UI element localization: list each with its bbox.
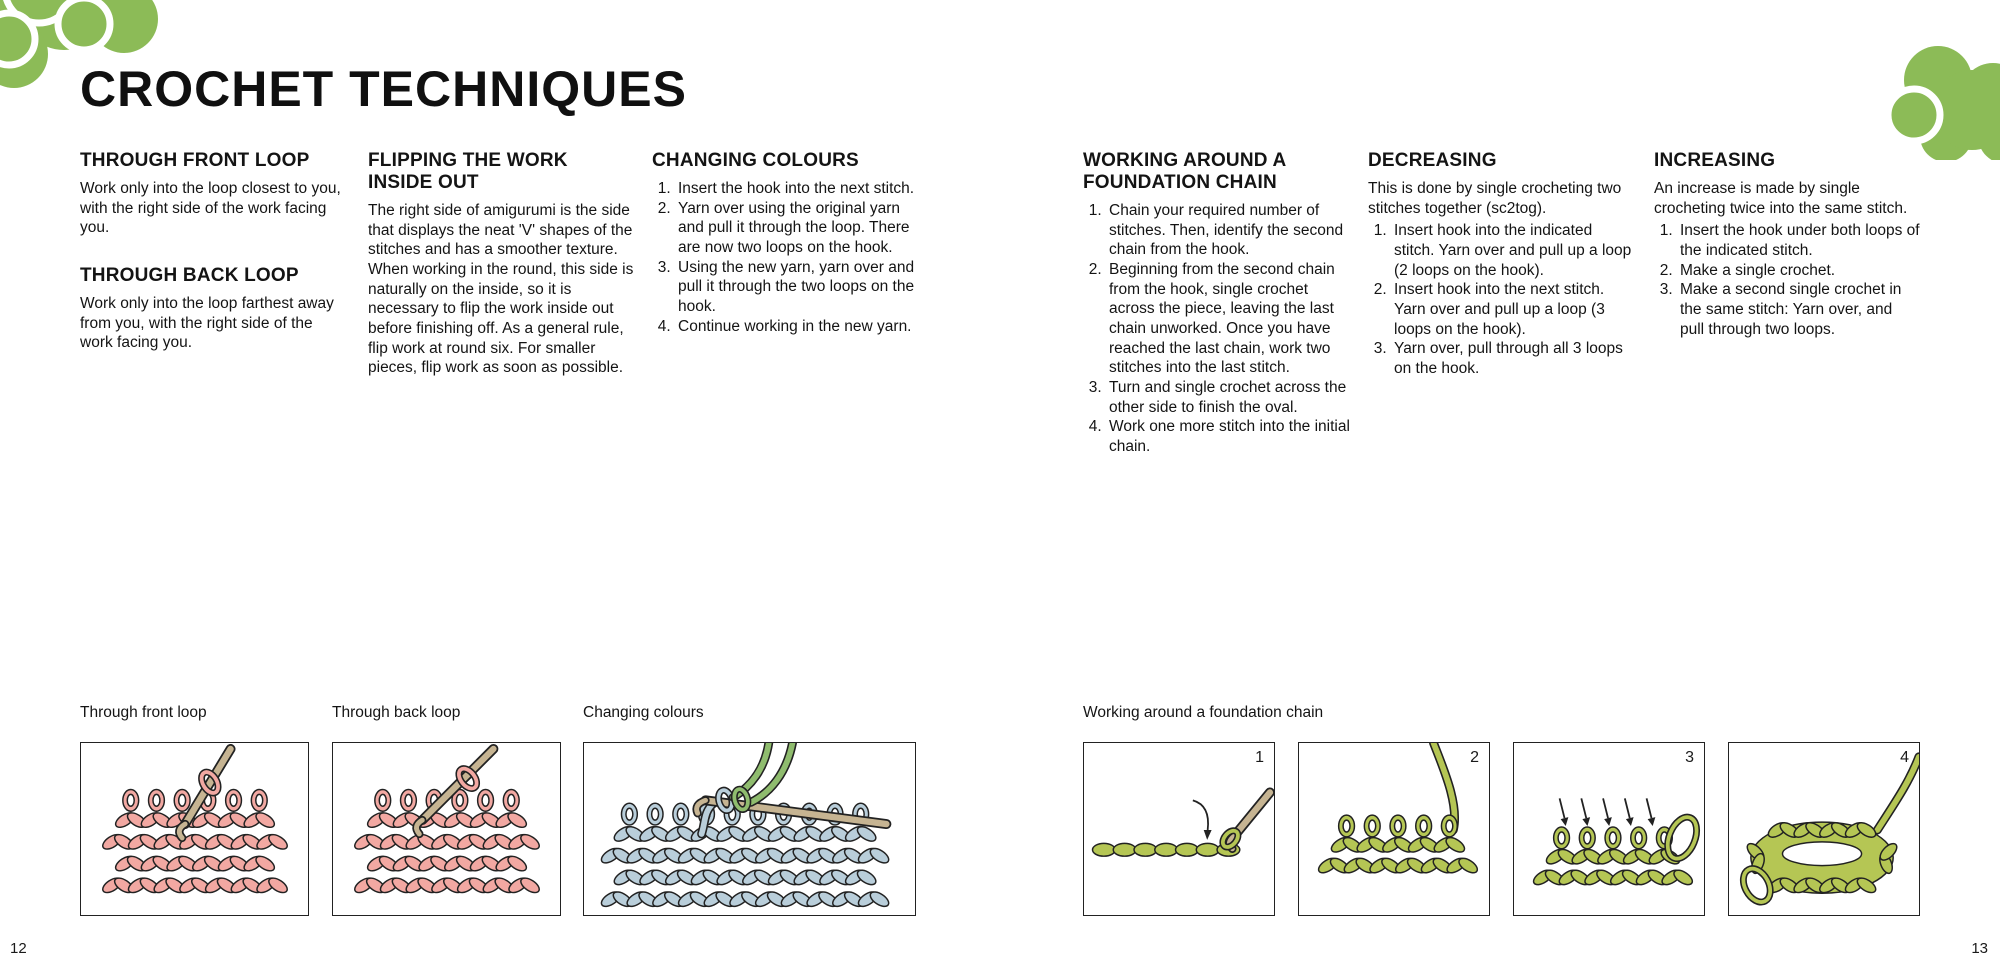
step: 2. Beginning from the second chain from the hook, single crochet across the piece, leaving the last chain unworked. Once you have reached the last chain, work two stitches into the last stitch. — [1106, 260, 1353, 378]
column-foundation-chain — [1083, 150, 1353, 457]
panel-number: 1 — [1255, 749, 1264, 766]
second-chain-arrow — [1193, 800, 1212, 840]
step: 3. Turn and single crochet across the other side to finish the oval. — [1106, 378, 1353, 417]
caption-through-front-loop: Through front loop — [80, 704, 207, 721]
green-loop-on-hook — [732, 788, 750, 811]
section-heading: THROUGH FRONT LOOP — [80, 150, 310, 171]
section-decreasing — [1368, 150, 1632, 379]
pink-stitch-fabric — [352, 789, 541, 895]
section-heading: FLIPPING THE WORK INSIDE OUT — [368, 150, 568, 194]
section-body: Work only into the loop farthest away from you, with the right side of the work facing you. — [80, 295, 334, 352]
figure-through-front-loop — [80, 742, 309, 916]
foundation-chain-row — [1093, 843, 1240, 856]
front-loop-illustration — [81, 743, 308, 915]
step: 1. Chain your required number of stitches. Then, identify the second chain from the hook. — [1106, 201, 1353, 260]
foundation-chain-step-4-illustration — [1729, 743, 1919, 915]
green-splat-decoration-right — [1848, 40, 2000, 160]
right-page-number: 13 — [1971, 940, 1988, 957]
section-changing-colours — [652, 150, 916, 336]
figure-through-back-loop — [332, 742, 561, 916]
figure-foundation-chain-panel-4 — [1728, 742, 1920, 916]
numbered-steps — [1368, 221, 1632, 378]
caption-foundation-chain: Working around a foundation chain — [1083, 704, 1324, 721]
section-through-front-loop — [80, 150, 342, 238]
step: 2. Insert hook into the next stitch. Yarn over and pull up a loop (3 loops on the hook). — [1391, 280, 1632, 339]
numbered-steps — [652, 179, 916, 336]
section-heading: THROUGH BACK LOOP — [80, 265, 299, 287]
figure-changing-colours — [583, 742, 916, 916]
step: 4. Work one more stitch into the initial chain. — [1106, 417, 1353, 456]
changing-colours-illustration — [584, 743, 915, 915]
stitch-placement-arrows — [1560, 798, 1656, 826]
figure-foundation-chain-panel-1 — [1083, 742, 1275, 916]
panel-number: 2 — [1470, 749, 1479, 766]
section-intro: This is done by single crocheting two stitches together (sc2tog). — [1368, 180, 1622, 217]
step: 2. Yarn over using the original yarn and pull it through the loop. There are now two loops on the hook. — [675, 199, 916, 258]
back-loop-illustration — [333, 743, 560, 915]
column-flipping-work — [368, 150, 636, 381]
panel-number: 4 — [1900, 749, 1909, 766]
step: 4. Continue working in the new yarn. — [675, 317, 916, 337]
section-heading: INCREASING — [1654, 150, 1776, 171]
column-changing-colours — [652, 150, 916, 336]
section-through-back-loop — [80, 265, 342, 353]
step: 1. Insert hook into the indicated stitch. Yarn over and pull up a loop (2 loops on the hook). — [1391, 221, 1632, 280]
foundation-chain-step-3-illustration — [1514, 743, 1704, 915]
figure-foundation-chain-panel-2 — [1298, 742, 1490, 916]
working-yarn-strand — [1877, 757, 1919, 830]
section-intro: An increase is made by single crocheting twice into the same stitch. — [1654, 180, 1908, 217]
section-heading: WORKING AROUND A FOUNDATION CHAIN — [1083, 150, 1286, 194]
section-flipping-the-work — [368, 150, 636, 378]
left-page-number: 12 — [10, 940, 27, 957]
caption-changing-colours: Changing colours — [583, 704, 704, 721]
foundation-chain-step-2-illustration — [1299, 743, 1489, 915]
turning-loop — [1662, 813, 1702, 863]
section-heading: CHANGING COLOURS — [652, 150, 859, 171]
section-increasing — [1654, 150, 1920, 339]
step: 3. Make a second single crochet in the same stitch: Yarn over, and pull through two loops. — [1677, 280, 1920, 339]
section-body: Work only into the loop closest to you, with the right side of the work facing you. — [80, 180, 341, 237]
step: 1. Insert the hook under both loops of the indicated stitch. — [1677, 221, 1920, 260]
step: 3. Yarn over, pull through all 3 loops on the hook. — [1391, 339, 1632, 378]
section-working-around-foundation-chain — [1083, 150, 1353, 457]
step: 3. Using the new yarn, yarn over and pull it through the two loops on the hook. — [675, 258, 916, 317]
step: 1. Insert the hook into the next stitch. — [675, 179, 916, 199]
column-decreasing — [1368, 150, 1632, 379]
section-heading: DECREASING — [1368, 150, 1497, 171]
green-stitch-fabric — [1316, 815, 1480, 876]
foundation-chain-step-1-illustration — [1084, 743, 1274, 915]
page-title: CROCHET TECHNIQUES — [80, 61, 687, 117]
column-through-loops — [80, 150, 342, 356]
step: 2. Make a single crochet. — [1677, 261, 1920, 281]
column-increasing — [1654, 150, 1920, 339]
caption-through-back-loop: Through back loop — [332, 704, 461, 721]
panel-number: 3 — [1685, 749, 1694, 766]
section-body: The right side of amigurumi is the side that displays the neat 'V' shapes of the stitches and has a smoother texture. When working in the round, this side is naturally on the inside, so it is necessary to flip the work inside out before finishing off. As a general rule, flip work at round six. For smaller pieces, flip work as soon as possible. — [368, 202, 634, 377]
numbered-steps — [1654, 221, 1920, 339]
numbered-steps — [1083, 201, 1353, 457]
figure-foundation-chain-panel-3 — [1513, 742, 1705, 916]
